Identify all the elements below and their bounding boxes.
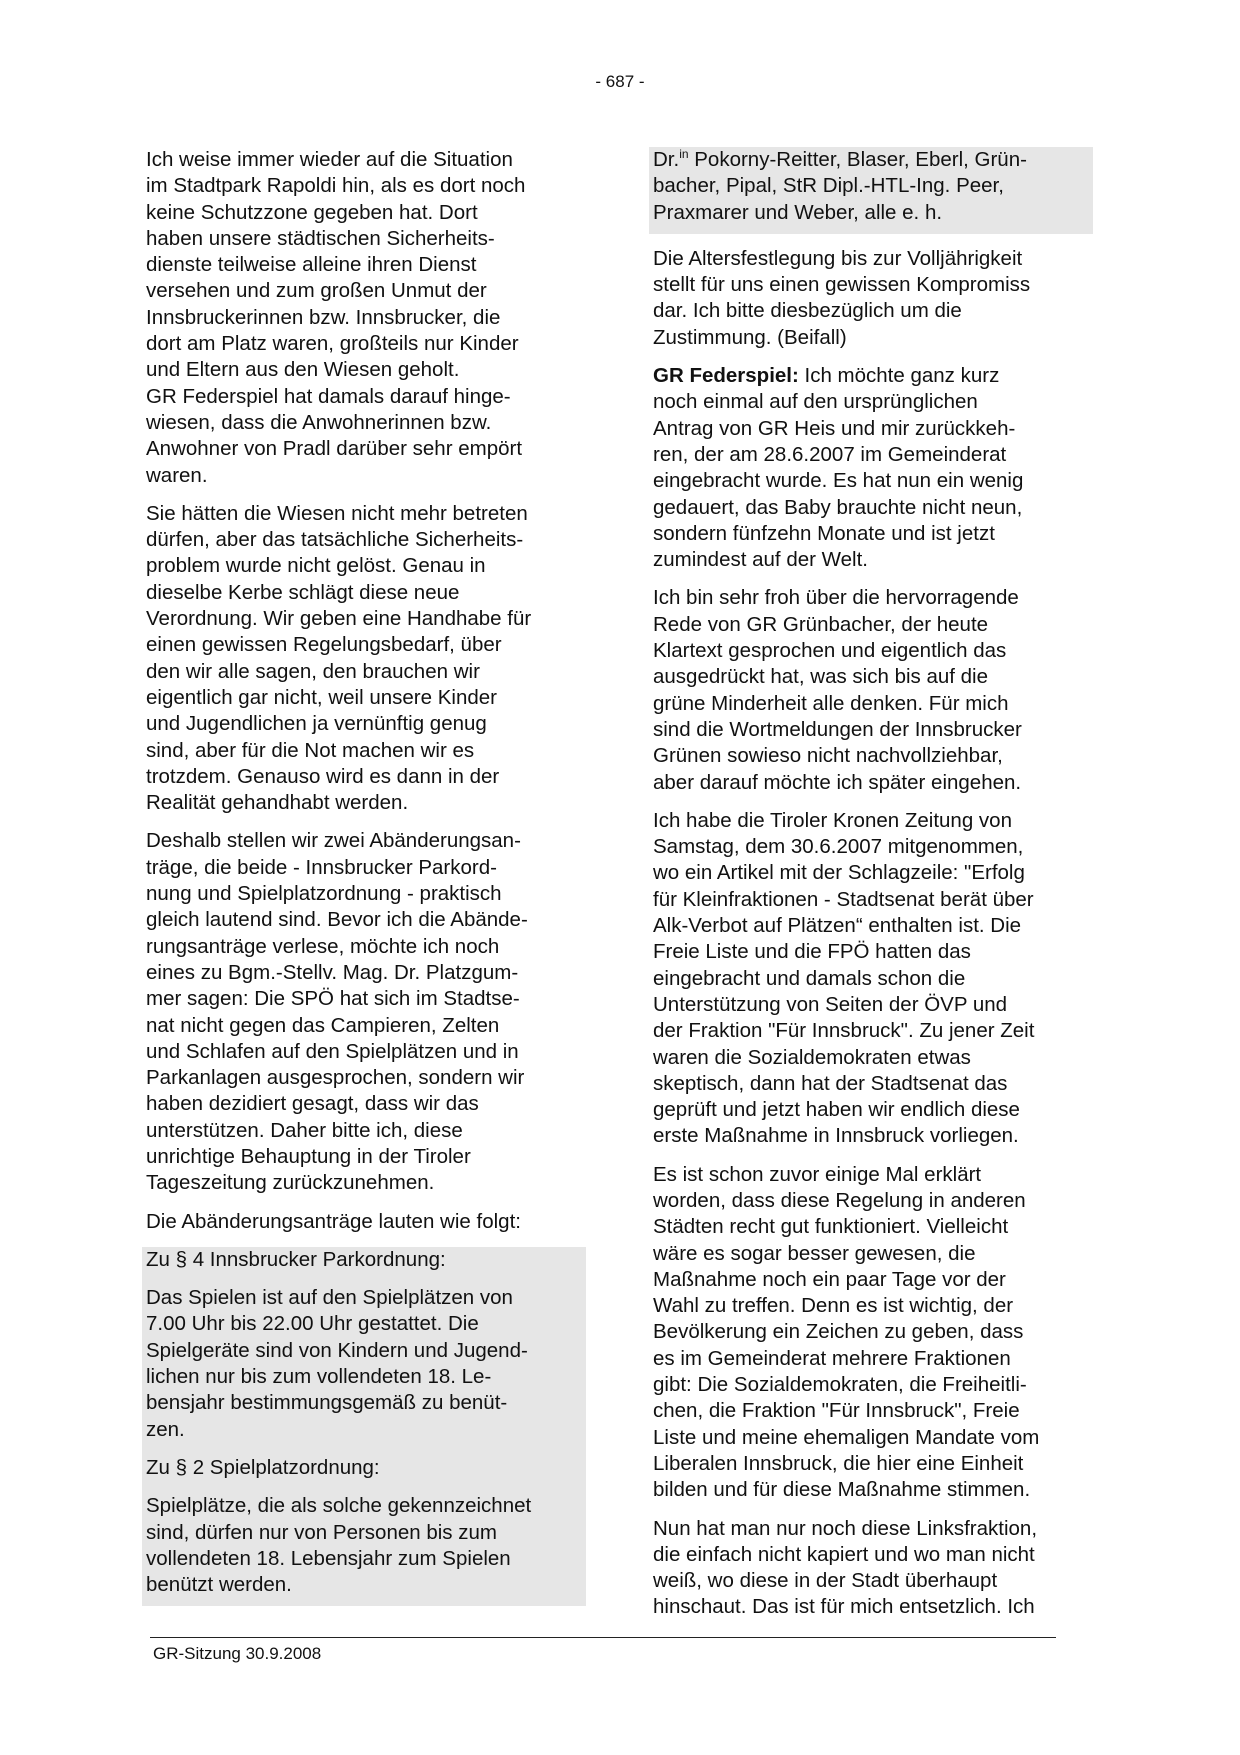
title-superscript: in: [679, 147, 689, 162]
text-line: [653, 147, 1089, 173]
text-line: Sie hätten die Wiesen nicht mehr betreten: [146, 501, 528, 525]
text-line: bensjahr bestimmungsgemäß zu benüt-: [146, 1391, 508, 1415]
text-line: chen, die Fraktion "Für Innsbruck", Freie: [653, 1399, 1020, 1423]
text-line: Nun hat man nur noch diese Linksfraktion,: [653, 1516, 1038, 1540]
paragraph: [653, 808, 1093, 1150]
text-line: Die Altersfestlegung bis zur Volljährigkeit: [653, 246, 1023, 270]
text-line: trotzdem. Genauso wird es dann in der: [146, 764, 500, 788]
text-line: und Schlafen auf den Spielplätzen und in: [146, 1039, 519, 1063]
text-line: dienste teilweise alleine ihren Dienst: [146, 253, 477, 277]
footer-session-date: GR-Sitzung 30.9.2008: [153, 1644, 322, 1663]
text-line: [653, 363, 1093, 389]
paragraph: [653, 363, 1093, 573]
paragraph: [653, 1162, 1093, 1504]
text-line: dort am Platz waren, großteils nur Kinder: [146, 332, 519, 356]
text-line: Grünen sowieso nicht nachvollziehbar,: [653, 744, 1003, 768]
text-line: Unterstützung von Seiten der ÖVP und: [653, 992, 1008, 1016]
text-line: 7.00 Uhr bis 22.00 Uhr gestattet. Die: [146, 1312, 479, 1336]
text-line: Städten recht gut funktioniert. Vielleicht: [653, 1215, 1009, 1239]
text-line: gleich lautend sind. Bevor ich die Abände-: [146, 908, 528, 932]
text-line: Realität gehandhabt werden.: [146, 791, 409, 815]
text-line: sind, aber für die Not machen wir es: [146, 738, 475, 762]
text-line: Bevölkerung ein Zeichen zu geben, dass: [653, 1320, 1024, 1344]
text-line: geprüft und jetzt haben wir endlich diese: [653, 1098, 1020, 1122]
text-line: GR Federspiel hat damals darauf hinge-: [146, 384, 511, 408]
text-line: nat nicht gegen das Campieren, Zelten: [146, 1013, 500, 1037]
text-line: problem wurde nicht gelöst. Genau in: [146, 554, 486, 578]
text-line: aber darauf möchte ich später eingehen.: [653, 770, 1022, 794]
text-line: grüne Minderheit alle denken. Für mich: [653, 691, 1009, 715]
text-line: Liberalen Innsbruck, die hier eine Einheit: [653, 1451, 1024, 1475]
paragraph: [146, 147, 586, 489]
text-line: Klartext gesprochen und eigentlich das: [653, 639, 1007, 663]
text-line: worden, dass diese Regelung in anderen: [653, 1188, 1026, 1212]
text-line: stellt für uns einen gewissen Kompromiss: [653, 273, 1031, 297]
text-line: gibt: Die Sozialdemokraten, die Freiheitli-: [653, 1373, 1027, 1397]
text-line: unrichtige Behauptung in der Tiroler: [146, 1144, 471, 1168]
text-line: rungsanträge verlese, möchte ich noch: [146, 934, 500, 958]
text-line: einen gewissen Regelungsbedarf, über: [146, 633, 502, 657]
text-line: erste Maßnahme in Innsbruck vorliegen.: [653, 1124, 1019, 1148]
text-line: ren, der am 28.6.2007 im Gemeinderat: [653, 442, 1007, 466]
text-line: sind die Wortmeldungen der Innsbrucker: [653, 717, 1022, 741]
text-line: Tageszeitung zurückzunehmen.: [146, 1171, 435, 1195]
text-line: Ich bin sehr froh über die hervorragende: [653, 586, 1019, 610]
signatories-paragraph: [653, 147, 1089, 232]
text-line: nung und Spielplatzordnung - praktisch: [146, 882, 502, 906]
text-line: bacher, Pipal, StR Dipl.-HTL-Ing. Peer,: [653, 174, 1004, 198]
text-line: eingebracht und damals schon die: [653, 966, 966, 990]
text-line: und Eltern aus den Wiesen geholt.: [146, 358, 460, 382]
text-line: zumindest auf der Welt.: [653, 548, 868, 572]
paragraph: [146, 1285, 582, 1443]
text-line: dieselbe Kerbe schlägt diese neue: [146, 580, 460, 604]
paragraph: [653, 585, 1093, 795]
text-line: noch einmal auf den ursprünglichen: [653, 390, 978, 414]
text-line: die einfach nicht kapiert und wo man nicht: [653, 1542, 1035, 1566]
text-line: haben unsere städtischen Sicherheits-: [146, 226, 495, 250]
text-line: skeptisch, dann hat der Stadtsenat das: [653, 1071, 1008, 1095]
text-line: eines zu Bgm.-Stellv. Mag. Dr. Platzgum-: [146, 960, 519, 984]
text-line: Verordnung. Wir geben eine Handhabe für: [146, 607, 532, 631]
text-line: eingebracht wurde. Es hat nun ein wenig: [653, 469, 1024, 493]
text-line: Zustimmung. (Beifall): [653, 325, 847, 349]
left-column: [146, 147, 586, 1606]
text-line: Deshalb stellen wir zwei Abänderungsan-: [146, 829, 521, 853]
paragraph: [146, 501, 586, 817]
text-line: Innsbruckerinnen bzw. Innsbrucker, die: [146, 305, 501, 329]
text-line: weiß, wo diese in der Stadt überhaupt: [653, 1569, 998, 1593]
text-line: Spielplätze, die als solche gekennzeichnet: [146, 1494, 532, 1518]
text-line-rest: Ich möchte ganz kurz: [798, 364, 1000, 388]
footer-divider: [150, 1637, 1056, 1638]
text-line: es im Gemeinderat mehrere Fraktionen: [653, 1346, 1011, 1370]
text-line: sondern fünfzehn Monate und ist jetzt: [653, 521, 995, 545]
text-line-rest: Pokorny-Reitter, Blaser, Eberl, Grün-: [688, 148, 1027, 171]
text-line: Ich habe die Tiroler Kronen Zeitung von: [653, 808, 1012, 832]
text-line: zen.: [146, 1417, 185, 1441]
text-line: den wir alle sagen, den brauchen wir: [146, 659, 480, 683]
text-line: der Fraktion "Für Innsbruck". Zu jener Zeit: [653, 1019, 1035, 1043]
text-line: haben dezidiert gesagt, dass wir das: [146, 1092, 479, 1116]
paragraph: [146, 828, 586, 1196]
text-line: gedauert, das Baby brauchte nicht neun,: [653, 495, 1023, 519]
text-line: Maßnahme noch ein paar Tage vor der: [653, 1267, 1006, 1291]
text-line: für Kleinfraktionen - Stadtsenat berät über: [653, 887, 1034, 911]
text-line: Zu § 4 Innsbrucker Parkordnung:: [146, 1247, 446, 1271]
text-line: bilden und für diese Maßnahme stimmen.: [653, 1478, 1031, 1502]
text-line: Zu § 2 Spielplatzordnung:: [146, 1455, 380, 1479]
title-prefix: Dr.: [653, 148, 680, 171]
text-line: Liste und meine ehemaligen Mandate vom: [653, 1425, 1040, 1449]
text-line: versehen und zum großen Unmut der: [146, 279, 487, 303]
text-line: Antrag von GR Heis und mir zurückkeh-: [653, 416, 1016, 440]
text-line: im Stadtpark Rapoldi hin, als es dort noch: [146, 174, 526, 198]
text-line: Das Spielen ist auf den Spielplätzen von: [146, 1286, 513, 1310]
paragraph: [653, 246, 1093, 351]
paragraph: [146, 1247, 582, 1273]
text-line: keine Schutzzone gegeben hat. Dort: [146, 200, 478, 224]
text-line: hinschaut. Das ist für mich entsetzlich. Ich: [653, 1595, 1035, 1619]
signatories-block: [649, 147, 1093, 234]
text-line: sind, dürfen nur von Personen bis zum: [146, 1520, 497, 1544]
text-line: Spielgeräte sind von Kindern und Jugend-: [146, 1338, 528, 1362]
right-column: [653, 147, 1093, 1633]
text-line: waren die Sozialdemokraten etwas: [653, 1045, 971, 1069]
text-line: Parkanlagen ausgesprochen, sondern wir: [146, 1066, 525, 1090]
text-line: träge, die beide - Innsbrucker Parkord-: [146, 855, 497, 879]
text-line: Die Abänderungsanträge lauten wie folgt:: [146, 1209, 521, 1233]
paragraph: [653, 1516, 1093, 1621]
paragraph: [146, 1493, 582, 1604]
text-line: dar. Ich bitte diesbezüglich um die: [653, 299, 962, 323]
text-line: Praxmarer und Weber, alle e. h.: [653, 200, 943, 224]
text-line: mer sagen: Die SPÖ hat sich im Stadtse-: [146, 987, 520, 1011]
text-line: eigentlich gar nicht, weil unsere Kinder: [146, 685, 497, 709]
page-number: - 687 -: [595, 72, 645, 91]
text-line: wo ein Artikel mit der Schlagzeile: "Erfolg: [653, 861, 1025, 885]
text-line: Alk-Verbot auf Plätzen“ enthalten ist. Die: [653, 914, 1022, 938]
text-line: Freie Liste und die FPÖ hatten das: [653, 940, 971, 964]
text-line: und Jugendlichen ja vernünftig genug: [146, 712, 487, 736]
text-line: benützt werden.: [146, 1573, 292, 1597]
text-line: Samstag, dem 30.6.2007 mitgenommen,: [653, 835, 1024, 859]
text-line: wäre es sogar besser gewesen, die: [653, 1241, 976, 1265]
text-line: Ich weise immer wieder auf die Situation: [146, 148, 513, 171]
speaker-name: GR Federspiel:: [653, 364, 799, 388]
text-line: unterstützen. Daher bitte ich, diese: [146, 1118, 463, 1142]
text-line: waren.: [146, 463, 208, 487]
text-line: dürfen, aber das tatsächliche Sicherheits-: [146, 528, 524, 552]
text-line: vollendeten 18. Lebensjahr zum Spielen: [146, 1546, 511, 1570]
text-line: Wahl zu treffen. Denn es ist wichtig, der: [653, 1294, 1014, 1318]
text-line: wiesen, dass die Anwohnerinnen bzw.: [146, 410, 492, 434]
motion-text-block: [142, 1247, 586, 1607]
text-line: lichen nur bis zum vollendeten 18. Le-: [146, 1365, 492, 1389]
text-line: Rede von GR Grünbacher, der heute: [653, 612, 989, 636]
paragraph: [146, 1455, 582, 1481]
text-line: Es ist schon zuvor einige Mal erklärt: [653, 1162, 982, 1186]
paragraph: [146, 1209, 586, 1235]
text-line: Anwohner von Pradl darüber sehr empört: [146, 437, 523, 461]
text-line: ausgedrückt hat, was sich bis auf die: [653, 665, 989, 689]
